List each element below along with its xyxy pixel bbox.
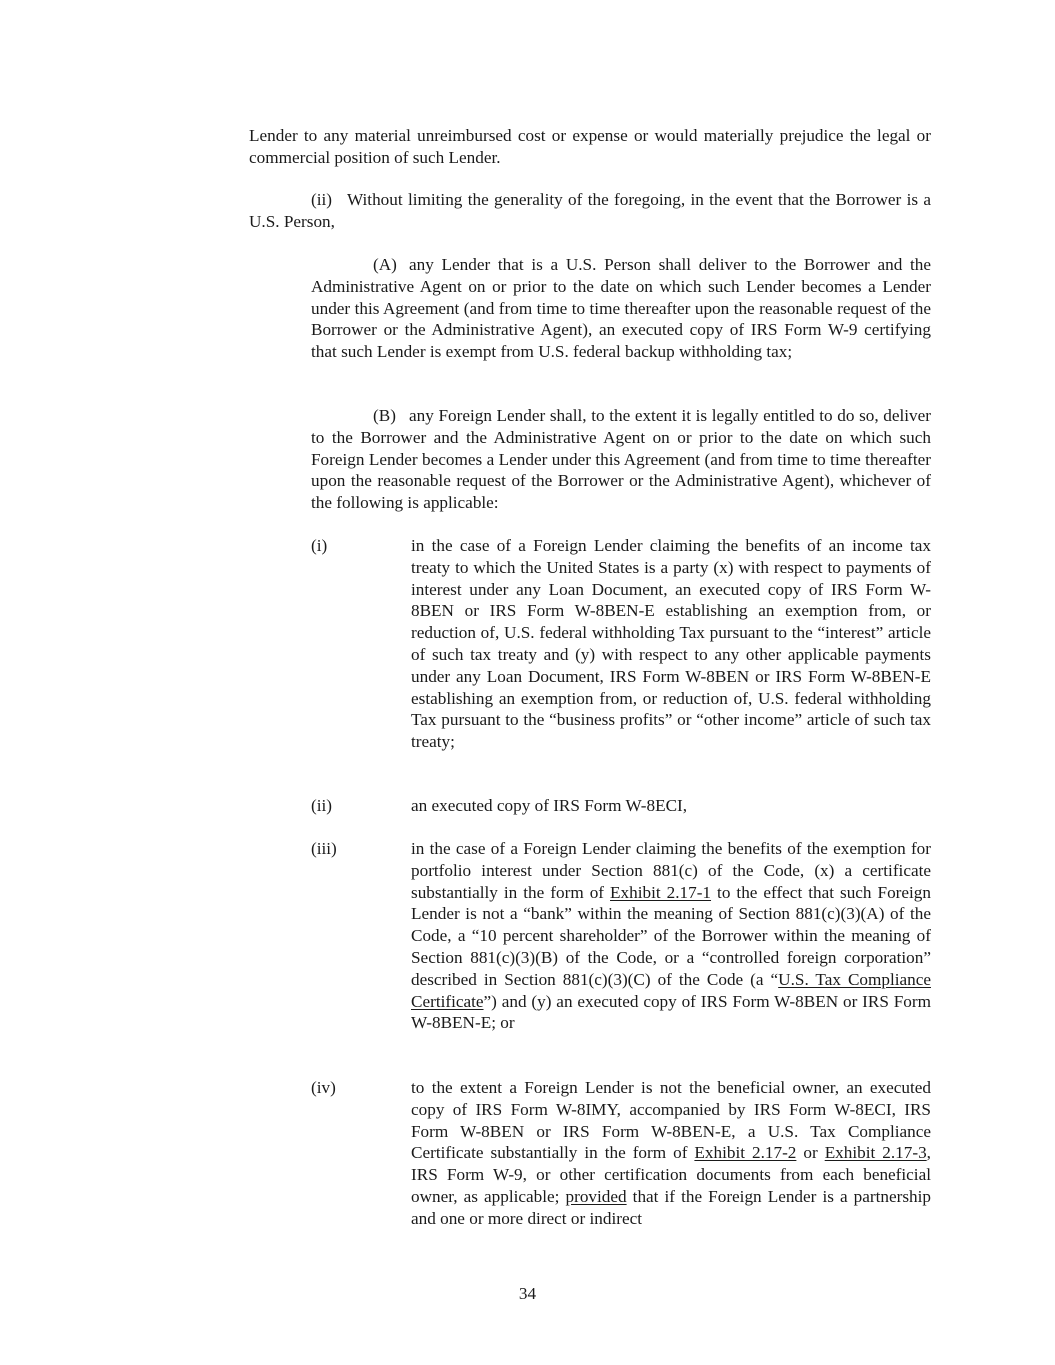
item-iv-text-3: , IRS Form W-9, or other certification documents from each beneficial owner, as applicable; — [411, 1143, 931, 1206]
paragraph-A — [311, 254, 931, 363]
item-iii-text-1: in the case of a Foreign Lender claiming the benefits of the exemption for portfolio interest under Section 881(c) of the Code, (x) a certificate substantially in the form of — [411, 839, 931, 902]
exhibit-2-17-3-link: Exhibit 2.17-3 — [824, 1143, 927, 1163]
item-iv-label: (iv) — [311, 1078, 336, 1097]
paragraph-ii-text: Without limiting the generality of the foregoing, in the event that the Borrower is a U.S. Person, — [249, 190, 931, 231]
page-number: 34 — [518, 1284, 537, 1303]
paragraph-intro — [249, 125, 931, 169]
provided-term: provided — [565, 1186, 627, 1206]
paragraph-B-text: any Foreign Lender shall, to the extent it is legally entitled to do so, deliver to the Borrower and the Administrative Agent on or prior to the date on which such Foreign Lender becomes a Lender under this Agreement (and from time to time thereafter upon the reasonable request of the Borrower or the Administrative Agent), whichever of the following is applicable: — [311, 406, 931, 513]
item-ii-label: (ii) — [311, 796, 332, 815]
item-i-text: in the case of a Foreign Lender claiming the benefits of an income tax treaty to which the United States is a party (x) with respect to payments of interest under any Loan Document, an executed copy of IRS Form W-8BEN or IRS Form W-8BEN-E establishing an exemption from, or reduction of, U.S. federal withholding Tax pursuant to the “interest” article of such tax treaty and (y) with respect to any other applicable payments under any Loan Document, IRS Form W-8BEN or IRS Form W-8BEN-E establishing an exemption from, or reduction of, U.S. federal withholding Tax pursuant to the “business profits” or “other income” article of such tax treaty; — [411, 536, 931, 752]
item-iv-text-4: that if the Foreign Lender is a partnership and one or more direct or indirect — [411, 1186, 931, 1228]
paragraph-A-text: any Lender that is a U.S. Person shall deliver to the Borrower and the Administrative Agent on or prior to the date on which such Lender becomes a Lender under this Agreement (and from time to time thereafter upon the reasonable request of the Borrower or the Administrative Agent), an executed copy of IRS Form W-9 certifying that such Lender is exempt from U.S. federal backup withholding tax; — [311, 255, 931, 362]
paragraph-ii — [249, 189, 931, 233]
tax-compliance-certificate-term: U.S. Tax Compliance Certificate — [411, 969, 931, 1011]
exhibit-2-17-1-link: Exhibit 2.17-1 — [610, 882, 712, 902]
item-ii-text: an executed copy of IRS Form W-8ECI, — [411, 796, 688, 815]
paragraph-A-label: (A) — [373, 255, 397, 274]
paragraph-B-label: (B) — [373, 406, 396, 425]
paragraph-intro-text: Lender to any material unreimbursed cost or expense or would materially prejudice the legal or commercial position of such Lender. — [249, 126, 931, 167]
item-iii-text-3: ”) and (y) an executed copy of IRS Form W-8BEN or IRS Form W-8BEN-E; or — [411, 991, 931, 1033]
item-iv-body — [411, 1077, 931, 1230]
item-iii-text-2: to the effect that such Foreign Lender is not a “bank” within the meaning of Section 881(c)(3)(A) of the Code, a “10 percent shareholder” of the Borrower within the meaning of Section 881(c)(3)(B) of the Code, or a “controlled foreign corporation” described in Section 881(c)(3)(C) of the Code (a “ — [411, 882, 931, 989]
item-iii-body — [411, 838, 931, 1034]
item-i-label: (i) — [311, 536, 328, 555]
paragraph-ii-label: (ii) — [311, 190, 332, 209]
exhibit-2-17-2-link: Exhibit 2.17-2 — [694, 1143, 797, 1163]
item-iii-label: (iii) — [311, 839, 337, 858]
item-iv-text-1: to the extent a Foreign Lender is not the beneficial owner, an executed copy of IRS Form W-8IMY, accompanied by IRS Form W-8ECI, IRS Form W-8BEN or IRS Form W-8BEN-E, a U.S. Tax Compliance Certificate substantially in the form of — [411, 1078, 931, 1163]
paragraph-B — [311, 405, 931, 514]
item-iv-text-2: or — [796, 1143, 825, 1163]
